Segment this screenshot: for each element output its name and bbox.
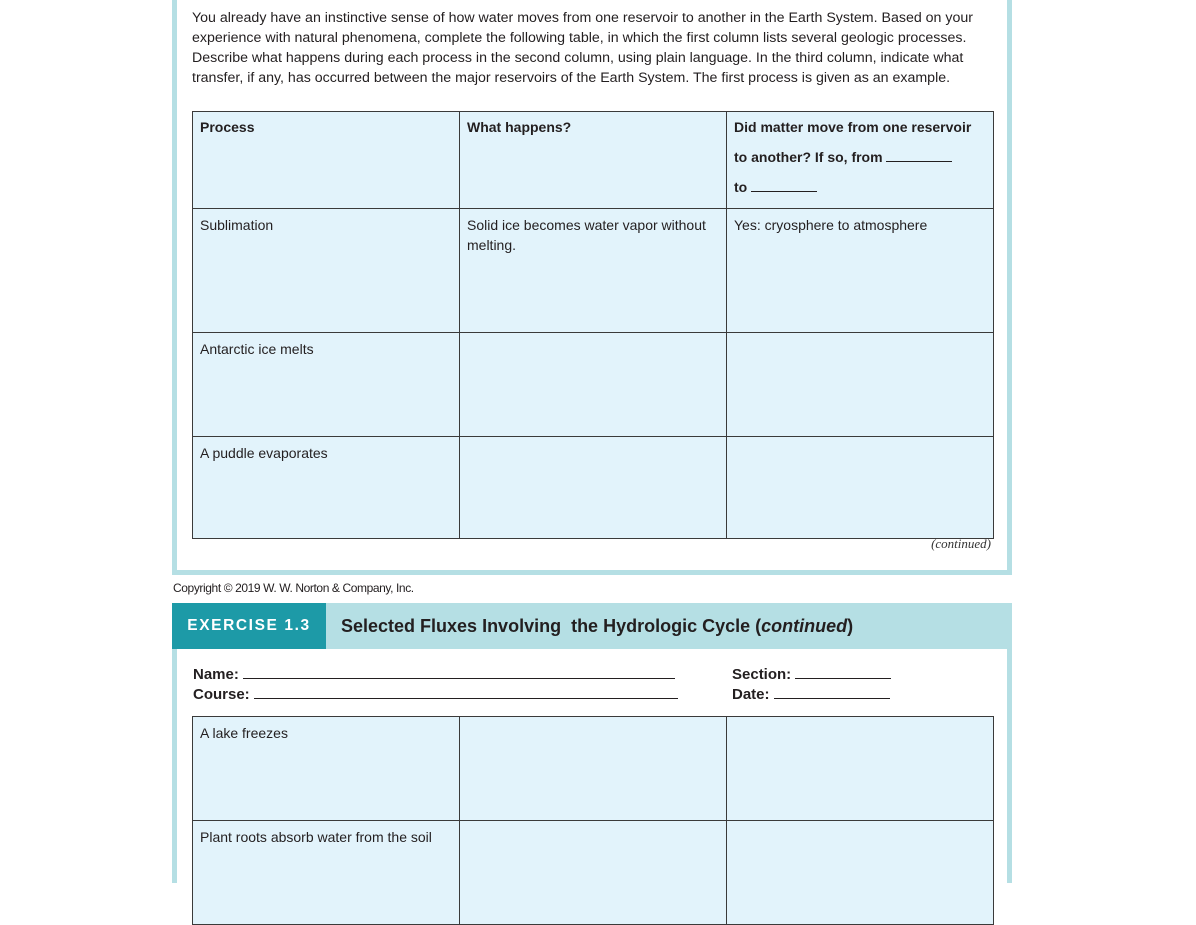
course-label: Course: <box>193 686 250 703</box>
date-field <box>732 684 890 705</box>
header-transfer-line3: to <box>734 179 748 195</box>
cell-transfer[interactable] <box>727 717 994 821</box>
cell-process: A puddle evaporates <box>193 437 460 539</box>
date-input-line[interactable] <box>774 684 890 699</box>
header-transfer-line2: to another? If so, from <box>734 149 883 165</box>
section-input-line[interactable] <box>795 664 891 679</box>
name-input-line[interactable] <box>243 664 675 679</box>
exercise-title-italic: continued <box>761 616 848 636</box>
table-row <box>193 209 994 333</box>
cell-process: Sublimation <box>193 209 460 333</box>
section-field <box>732 664 891 685</box>
cell-transfer[interactable] <box>727 821 994 925</box>
table-row <box>193 821 994 925</box>
course-field <box>193 684 678 705</box>
cell-process: A lake freezes <box>193 717 460 821</box>
cell-process: Plant roots absorb water from the soil <box>193 821 460 925</box>
date-label: Date: <box>732 686 770 703</box>
table-row <box>193 333 994 437</box>
intro-paragraph: You already have an instinctive sense of how water moves from one reservoir to another in the Earth System. Based on your experience with natural phenomena, complete the following table, in which the first column lists several geologic processes. Describe what happens during each process in the second column, using plain language. In the third column, indicate what transfer, if any, has occurred between the major reservoirs of the Earth System. The first process is given as an example. <box>192 10 973 86</box>
cell-transfer[interactable] <box>727 333 994 437</box>
process-table-continued <box>192 716 994 925</box>
name-field <box>193 664 675 685</box>
course-input-line[interactable] <box>254 684 678 699</box>
table-row <box>193 437 994 539</box>
blank-from[interactable] <box>886 148 952 162</box>
cell-what-happens[interactable] <box>460 821 727 925</box>
cell-process: Antarctic ice melts <box>193 333 460 437</box>
header-transfer-line1: Did matter move from one reservoir <box>734 119 972 135</box>
cell-what-happens[interactable] <box>460 437 727 539</box>
exercise-header <box>172 603 1012 649</box>
blank-to[interactable] <box>751 178 817 192</box>
header-what-happens: What happens? <box>460 112 727 209</box>
exercise-title: Selected Fluxes Involving the Hydrologic Cycle (continued) <box>341 616 854 636</box>
header-process: Process <box>193 112 460 209</box>
section-label: Section: <box>732 666 792 683</box>
copyright-notice: Copyright © 2019 W. W. Norton & Company, Inc. <box>173 581 414 595</box>
process-table <box>192 111 994 539</box>
cell-transfer[interactable]: Yes: cryosphere to atmosphere <box>727 209 994 333</box>
table-header-row <box>193 112 994 209</box>
exercise-label: EXERCISE 1.3 <box>172 603 326 649</box>
exercise-title-main: Selected Fluxes Involving the Hydrologic Cycle <box>341 616 756 636</box>
cell-transfer[interactable] <box>727 437 994 539</box>
cell-what-happens[interactable] <box>460 333 727 437</box>
cell-what-happens[interactable] <box>460 717 727 821</box>
cell-what-happens[interactable]: Solid ice becomes water vapor without melting. <box>460 209 727 333</box>
name-label: Name: <box>193 666 239 683</box>
table-row <box>193 717 994 821</box>
continued-note: (continued) <box>931 536 991 551</box>
header-transfer <box>727 112 994 209</box>
